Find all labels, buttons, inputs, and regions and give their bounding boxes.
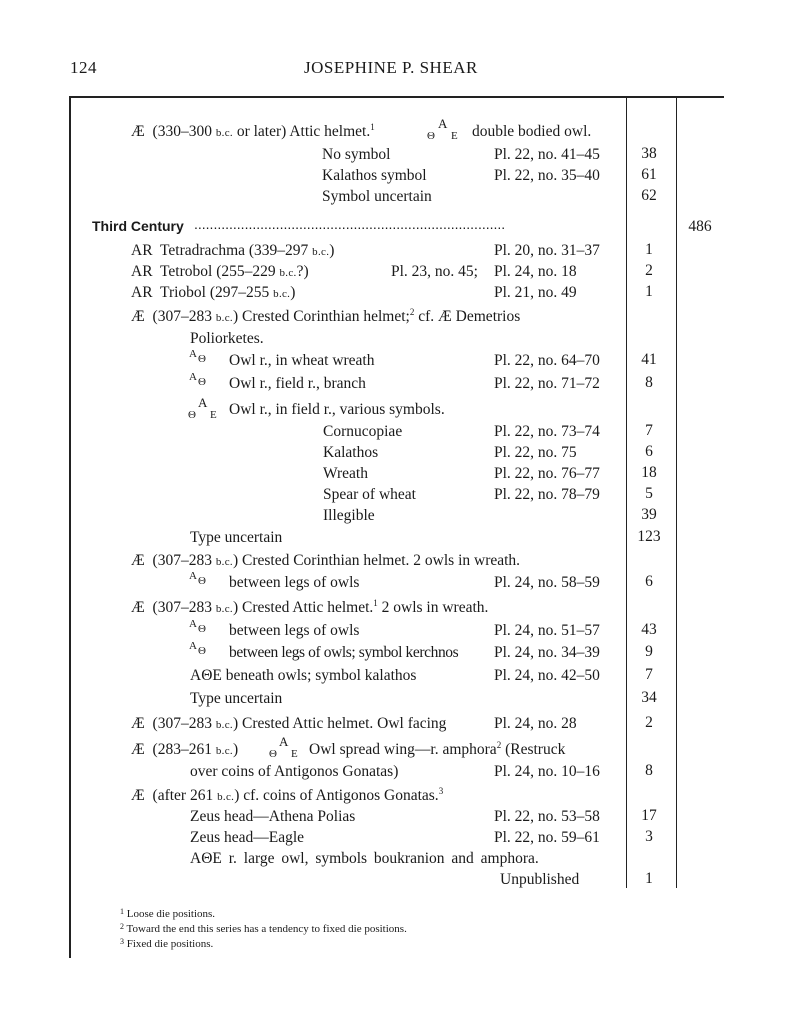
entry-description: Zeus head—Eagle xyxy=(190,829,305,846)
plate-reference: Pl. 22, no. 75 xyxy=(494,444,577,461)
entry-description: Owl r., in wheat wreath xyxy=(229,352,375,369)
page-number: 124 xyxy=(70,58,97,77)
plate-reference: Pl. 24, no. 28 xyxy=(494,715,577,732)
count-value: 6 xyxy=(645,573,653,590)
sub-entry-label: Symbol uncertain xyxy=(322,188,432,205)
entry-description: between legs of owls xyxy=(229,574,360,591)
entry-description: Type uncertain xyxy=(190,690,283,707)
entry-description: Type uncertain xyxy=(190,529,283,546)
plate-reference: Unpublished xyxy=(500,871,580,888)
plate-reference: Pl. 24, no. 18 xyxy=(494,263,577,280)
monogram: A Θ xyxy=(189,570,206,587)
count-value: 34 xyxy=(641,689,657,706)
sub-entry-label: Kalathos xyxy=(323,444,379,461)
metal-symbol: Æ xyxy=(131,787,145,804)
count-value: 62 xyxy=(641,187,657,204)
sub-entry-label: No symbol xyxy=(322,146,391,163)
entry-row: Æ (307–283 b.c.) Crested Corinthian helmet. 2 owls in wreath. xyxy=(131,552,521,569)
sub-entry-label: Wreath xyxy=(323,465,368,482)
plate-reference: Pl. 24, no. 10–16 xyxy=(494,763,600,780)
metal-symbol: Æ xyxy=(131,552,145,569)
plate-reference: Pl. 22, no. 71–72 xyxy=(494,375,600,392)
count-value: 18 xyxy=(641,464,657,481)
count-value: 38 xyxy=(641,145,657,162)
entry-description: between legs of owls; symbol kerchnos xyxy=(229,644,459,661)
count-value: 17 xyxy=(641,807,657,824)
count-column-rule-left xyxy=(626,98,627,888)
entry-continuation: over coins of Antigonos Gonatas) xyxy=(190,763,399,780)
metal-symbol: Æ xyxy=(131,741,145,758)
entry-row: Æ (307–283 b.c.) Crested Attic helmet. Owl facing xyxy=(131,715,447,732)
metal-symbol: AR xyxy=(131,242,153,259)
count-value: 8 xyxy=(645,374,653,391)
plate-reference: Pl. 22, no. 64–70 xyxy=(494,352,600,369)
plate-reference: Pl. 22, no. 53–58 xyxy=(494,808,600,825)
monogram: Θ A E xyxy=(427,116,458,142)
entry-row: Æ (307–283 b.c.) Crested Corinthian helmet;$^2$ cf. Æ Demetrios xyxy=(131,307,521,325)
metal-symbol: Æ xyxy=(131,308,145,325)
plate-reference: Pl. 22, no. 76–77 xyxy=(494,465,600,482)
metal-symbol: Æ xyxy=(131,715,145,732)
count-value: 1 xyxy=(645,241,653,258)
monogram: Θ A E xyxy=(269,734,298,760)
entry-row: AR Triobol (297–255 b.c.) xyxy=(131,284,296,301)
table-left-rule xyxy=(69,96,71,958)
metal-symbol: AR xyxy=(131,284,153,301)
count-value: 39 xyxy=(641,506,657,523)
entry-row: Æ (307–283 b.c.) Crested Attic helmet.$^1$ 2 owls in wreath. xyxy=(131,598,489,616)
count-value: 43 xyxy=(641,621,657,638)
entry-row: Æ (330–300 b.c. or later) Attic helmet.$^1$ xyxy=(131,122,375,140)
plate-reference: Pl. 22, no. 78–79 xyxy=(494,486,600,503)
entry-row: AR Tetrobol (255–229 b.c.?) xyxy=(131,263,309,280)
monogram: Θ A E xyxy=(188,395,217,421)
section-total: 486 xyxy=(688,218,712,235)
footnote-ref: 1 xyxy=(370,122,375,132)
count-value: 7 xyxy=(645,422,653,439)
footnote-ref: 3 xyxy=(438,786,444,796)
footnote-ref: 2 xyxy=(496,740,502,750)
count-value: 41 xyxy=(641,351,657,368)
plate-reference: Pl. 22, no. 59–61 xyxy=(494,829,600,846)
entry-description: double bodied owl. xyxy=(472,123,592,140)
plate-reference: Pl. 22, no. 73–74 xyxy=(494,423,600,440)
plate-reference: Pl. 24, no. 34–39 xyxy=(494,644,600,661)
count-value: 6 xyxy=(645,443,653,460)
entry-description: AΘE r. large owl, symbols boukranion and amphora. xyxy=(190,850,539,867)
plate-reference: Pl. 24, no. 51–57 xyxy=(494,622,600,639)
count-value: 2 xyxy=(645,262,653,279)
count-value: 1 xyxy=(645,283,653,300)
section-heading: Third Century xyxy=(92,218,184,234)
plate-reference: Pl. 20, no. 31–37 xyxy=(494,242,600,259)
entry-row: Æ (283–261 b.c.) xyxy=(131,741,239,758)
plate-reference: Pl. 22, no. 35–40 xyxy=(494,167,600,184)
count-value: 61 xyxy=(641,166,657,183)
running-title: JOSEPHINE P. SHEAR xyxy=(304,58,478,77)
entry-description: Owl r., in field r., various symbols. xyxy=(229,401,445,418)
entry-continuation: Poliorketes. xyxy=(190,330,264,347)
sub-entry-label: Cornucopiae xyxy=(323,423,403,440)
entry-description: Zeus head—Athena Polias xyxy=(190,808,356,825)
metal-symbol: Æ xyxy=(131,123,145,140)
footnote: $^3$ Fixed die positions. xyxy=(120,937,214,950)
sub-entry-label: Spear of wheat xyxy=(323,486,416,503)
count-value: 9 xyxy=(645,643,653,660)
count-value: 123 xyxy=(637,528,661,545)
sub-entry-label: Illegible xyxy=(323,507,375,524)
metal-symbol: Æ xyxy=(131,599,145,616)
footnote-ref: 2 xyxy=(409,307,415,317)
footnote: $^1$ Loose die positions. xyxy=(120,907,216,920)
monogram: A Θ xyxy=(189,618,206,635)
entry-row: AR Tetradrachma (339–297 b.c.) xyxy=(131,242,335,259)
footnote: $^2$ Toward the end this series has a tendency to fixed die positions. xyxy=(120,922,407,935)
sub-entry-label: Kalathos symbol xyxy=(322,167,427,184)
entry-row: Æ (after 261 b.c.) cf. coins of Antigonos Gonatas.$^3$ xyxy=(131,786,444,804)
count-value: 3 xyxy=(645,828,653,845)
monogram: A Θ xyxy=(189,371,206,388)
plate-reference: Pl. 22, no. 41–45 xyxy=(494,146,600,163)
count-value: 1 xyxy=(645,870,653,887)
count-column-rule-right xyxy=(676,98,677,888)
entry-description: Owl spread wing—r. amphora$^2$ (Restruck xyxy=(309,740,566,758)
monogram: A Θ xyxy=(189,348,206,365)
count-value: 8 xyxy=(645,762,653,779)
entry-description: Owl r., field r., branch xyxy=(229,375,366,392)
plate-reference: Pl. 21, no. 49 xyxy=(494,284,577,301)
count-value: 7 xyxy=(645,666,653,683)
metal-symbol: AR xyxy=(131,263,153,280)
count-value: 2 xyxy=(645,714,653,731)
footnote-ref: 1 xyxy=(373,598,378,608)
plate-reference: Pl. 24, no. 42–50 xyxy=(494,667,600,684)
plate-reference: Pl. 24, no. 58–59 xyxy=(494,574,600,591)
count-value: 5 xyxy=(645,485,653,502)
plate-reference-extra: Pl. 23, no. 45; xyxy=(391,263,478,280)
entry-description: between legs of owls xyxy=(229,622,360,639)
entry-description: AΘE beneath owls; symbol kalathos xyxy=(190,667,417,684)
leader-dots: ................................................................................ xyxy=(194,216,506,232)
monogram: A Θ xyxy=(189,640,206,657)
